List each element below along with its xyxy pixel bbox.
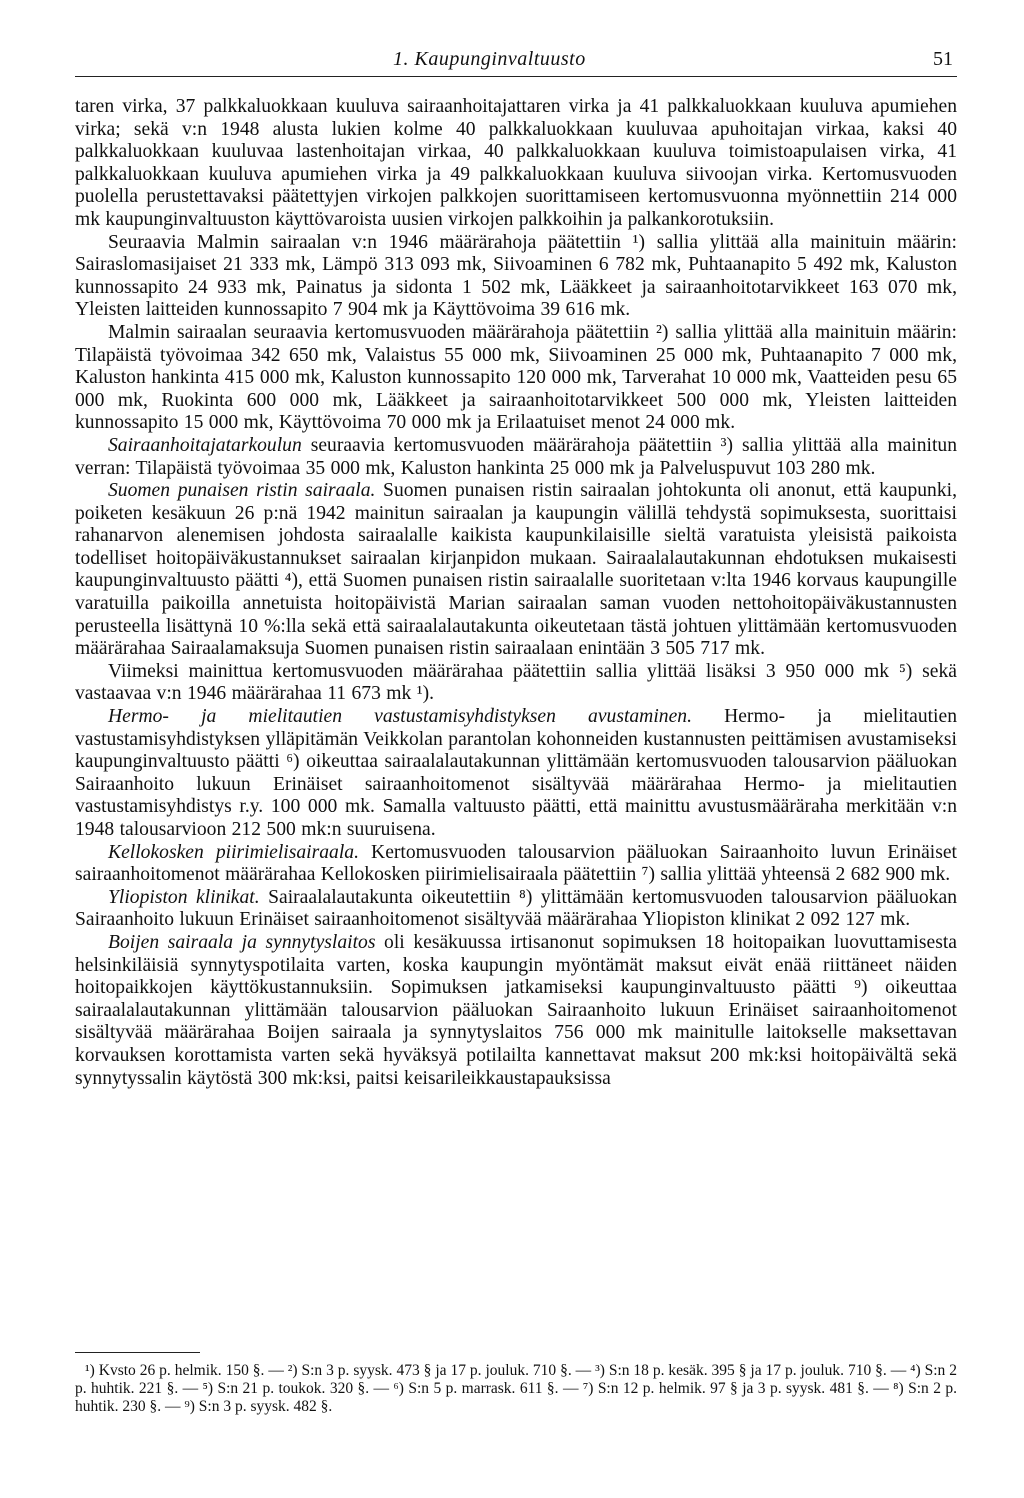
paragraph-text: Sairaalalautakunta oikeutettiin ⁸) ylittämään kertomusvuoden talousarvion pääluokan Sairaanhoito lukuun Erinäiset sairaanhoitomenot sisältyvää määrärahaa Yliopiston klinikat 2 092 127 mk. [75, 886, 958, 931]
paragraph [75, 480, 957, 661]
paragraph [75, 706, 957, 842]
page-number: 51 [933, 48, 953, 70]
paragraph-heading: Suomen punaisen ristin sairaala. [108, 480, 376, 502]
paragraph-heading: Yliopiston klinikat. [108, 886, 260, 908]
paragraph [75, 661, 957, 706]
paragraph-heading: Kellokosken piirimielisairaala. [108, 841, 359, 863]
footnote-divider [75, 1352, 200, 1353]
paragraph-text: Viimeksi mainittua kertomusvuoden määrärahaa päätettiin sallia ylittää lisäksi 3 950 000 mk ⁵) sekä vastaavaa v:n 1946 määrärahaa 11 673 mk ¹). [75, 660, 957, 705]
running-title: 1. Kaupunginvaltuusto [393, 48, 586, 70]
paragraph-text: Malmin sairaalan seuraavia kertomusvuoden määrärahoja päätettiin ²) sallia ylittää alla mainituin määrin: Tilapäistä työvoimaa 342 650 mk, Valaistus 55 000 mk, Siivoaminen 25 000 mk, Puhtaanapito 7 000 mk, Kaluston hankinta 415 000 mk, Kaluston kunnossapito 120 000 mk, Tarverahat 10 000 mk, Vaatteiden pesu 65 000 mk, Ruokinta 600 000 mk, Lääkkeet ja sairaanhoitotarvikkeet 500 000 mk, Yleisten laitteiden kunnossapito 15 000 mk, Käyttövoima 70 000 mk ja Erilaatuiset menot 24 000 mk. [75, 321, 957, 434]
paragraph [75, 887, 957, 932]
paragraph [75, 322, 957, 435]
paragraph-text: Kertomusvuoden talousarvion pääluokan Sairaanhoito luvun Erinäiset sairaanhoitomenot määrärahaa Kellokosken piirimielisairaala päätettiin ⁷) sallia ylittää yhteensä 2 682 900 mk. [75, 841, 958, 886]
footnote-text: ¹) Kvsto 26 p. helmik. 150 §. — ²) S:n 3 p. syysk. 473 § ja 17 p. jouluk. 710 §. — ³) S:n 18 p. kesäk. 395 § ja 17 p. jouluk. 710 §. — ⁴) S:n 2 p. huhtik. 221 §. — ⁵) S:n 21 p. toukok. 320 §. — ⁶) S:n 5 p. marrask. 611 §. — ⁷) S:n 12 p. helmik. 97 § ja 3 p. syysk. 481 §. — ⁸) S:n 2 p. huhtik. 230 §. — ⁹) S:n 3 p. syysk. 482 §. [75, 1362, 957, 1416]
paragraph-heading: Sairaanhoitajatarkoulun [108, 434, 302, 456]
paragraph [75, 932, 957, 1090]
paragraph [75, 842, 957, 887]
paragraph [75, 435, 957, 480]
paragraph-heading: Boijen sairaala ja synnytyslaitos [108, 931, 376, 953]
paragraph-text: taren virka, 37 palkkaluokkaan kuuluva sairaanhoitajattaren virka ja 41 palkkaluokkaan kuuluva apumiehen virka; sekä v:n 1948 alusta lukien kolme 40 palkkaluokkaan kuuluvaa apuhoitajan virkaa, kaksi 40 palkkaluokkaan kuuluvaa lastenhoitajan virkaa, 40 palkkaluokkaan kuuluva toimistoapulaisen virka, 41 palkkaluokkaan kuuluva apumiehen virka ja 49 palkkaluokkaan kuuluva siivoojan virka. Kertomusvuoden puolella perustettavaksi päätettyjen virkojen palkkojen suorittamiseen kertomusvuonna myönnettiin 214 000 mk kaupunginvaltuuston käyttövaroista uusien virkojen palkkoihin ja palkankorotuksiin. [75, 96, 957, 230]
paragraph [75, 232, 957, 322]
paragraph-text: Suomen punaisen ristin sairaalan johtokunta oli anonut, että kaupunki, poiketen kesäkuun 26 p:nä 1942 mainitun sairaalan ja kaupungin välillä tehdystä sopimuksesta, suorittaisi rahanarvon alenemisen johdosta sairaalalle kaikista kaupunkilaisille sieltä varatuista yleisistä paikoista todelliset hoitopäiväkustannukset sairaalan kirjanpidon mukaan. Sairaalalautakunnan ehdotuksen mukaisesti kaupunginvaltuusto päätti ⁴), että Suomen punaisen ristin sairaalalle suoritetaan v:lta 1946 korvaus kaupungille varatuilla paikoilla annetuista hoitopäivistä Marian sairaalan saman vuoden nettohoitopäiväkustannusten perusteella lisättynä 10 %:lla sekä että sairaalalautakunta oikeutetaan tästä johtuen ylittämään kertomusvuoden määrärahaa Sairaalamaksuja Suomen punaisen ristin sairaalaan enintään 3 505 717 mk. [75, 480, 957, 660]
paragraph-text: Seuraavia Malmin sairaalan v:n 1946 määrärahoja päätettiin ¹) sallia ylittää alla mainituin määrin: Sairaslomasijaiset 21 333 mk, Lämpö 313 093 mk, Siivoaminen 6 782 mk, Puhtaanapito 5 492 mk, Kaluston kunnossapito 24 933 mk, Painatus ja sidonta 1 502 mk, Lääkkeet ja sairaanhoitotarvikkeet 163 070 mk, Yleisten laitteiden kunnossapito 7 904 mk ja Käyttövoima 39 616 mk. [75, 231, 957, 321]
paragraph-heading: Hermo- ja mielitautien vastustamisyhdistyksen avustaminen. [108, 706, 692, 728]
paragraph-text: oli kesäkuussa irtisanonut sopimuksen 18 hoitopaikan luovuttamisesta helsinkiläisiä synnytyspotilaita varten, koska kaupungin myöntämät maksut eivät enää riittäneet näiden hoitopaikkojen käyttökustannuksiin. Sopimuksen jatkamiseksi kaupunginvaltuusto päätti ⁹) oikeuttaa sairaalalautakunnan ylittämään talousarvion pääluokan Sairaanhoito lukuun Erinäiset sairaanhoitomenot sisältyvää määrärahaa Boijen sairaala ja synnytyslaitos 756 000 mk mainitulle laitokselle maksettavan korvauksen korottamista varten sekä hyväksyä potilailta kannettavat maksut 200 mk:ksi hoitopäivältä sekä synnytyssalin käytöstä 300 mk:ksi, paitsi keisarileikkaustapauksissa [75, 931, 958, 1089]
paragraph [75, 96, 957, 232]
paragraph-text: Hermo- ja mielitautien vastustamisyhdistyksen ylläpitämän Veikkolan parantolan kohonneiden kustannusten peittämisen avustamiseksi kaupunginvaltuusto päätti ⁶) oikeuttaa sairaalalautakunnan ylittämään kertomusvuoden talousarvion pääluokan Sairaanhoito lukuun Erinäiset sairaanhoitomenot sisältyvää määrärahaa Hermo- ja mielitautien vastustamisyhdistys r.y. 100 000 mk. Samalla valtuusto päätti, että mainittu avustusmääräraha merkitään v:n 1948 talousarvioon 212 500 mk:n suuruisena. [75, 706, 957, 840]
paragraph-text: seuraavia kertomusvuoden määrärahoja päätettiin ³) sallia ylittää alla mainitun verran: Tilapäistä työvoimaa 35 000 mk, Kaluston hankinta 25 000 mk ja Palveluspuvut 103 280 mk. [75, 434, 957, 479]
running-header [75, 46, 957, 77]
footnotes [75, 1352, 957, 1417]
body-text [75, 96, 957, 1090]
